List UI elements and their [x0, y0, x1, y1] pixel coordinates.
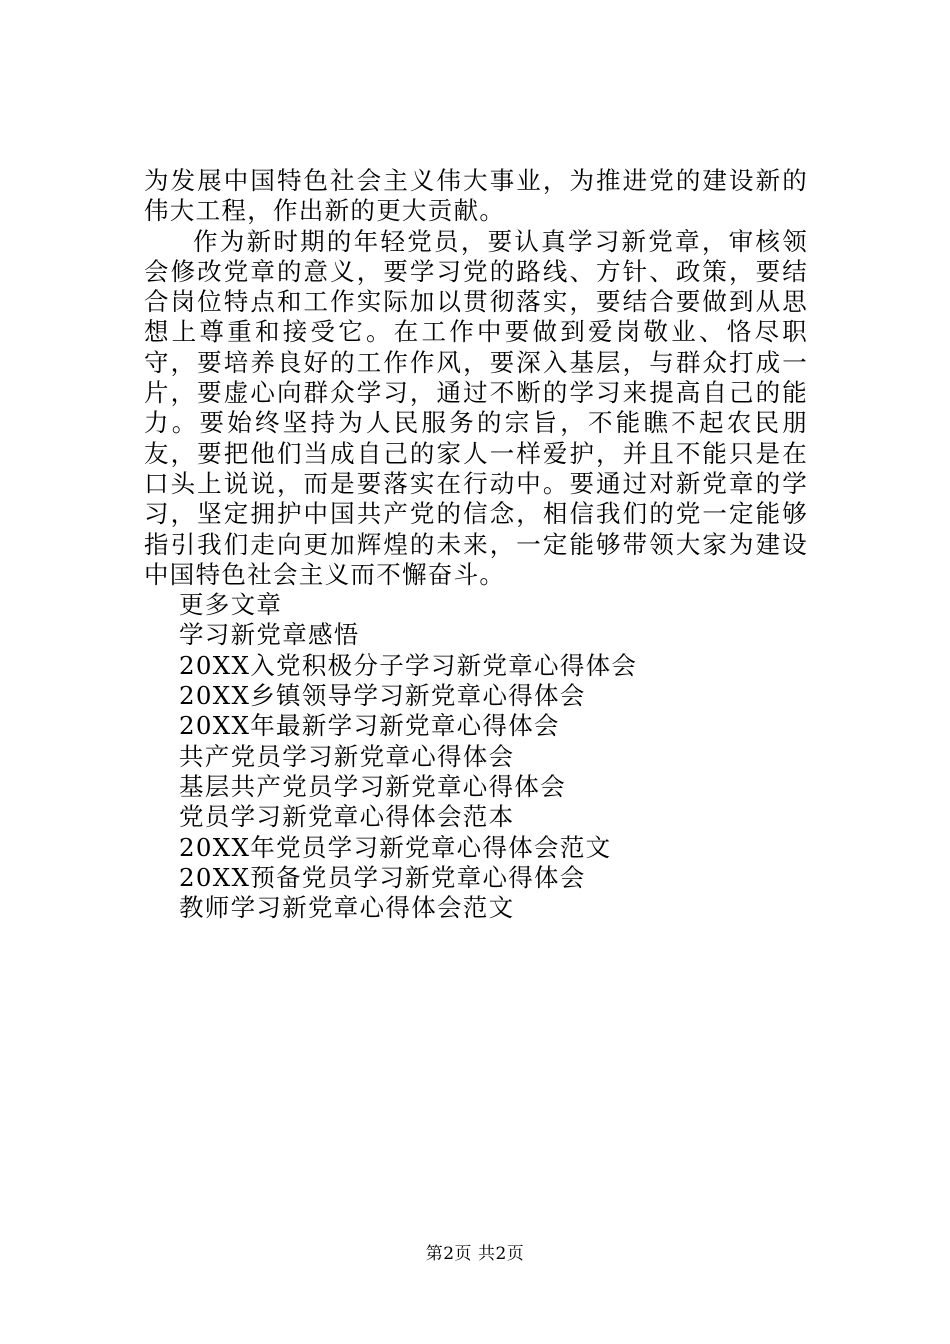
article-link[interactable]: 20XX乡镇领导学习新党章心得体会: [179, 681, 586, 711]
article-link[interactable]: 基层共产党员学习新党章心得体会: [179, 771, 566, 801]
article-link[interactable]: 共产党员学习新党章心得体会: [179, 741, 515, 771]
page-number-footer: 第2页 共2页: [425, 1244, 525, 1264]
more-articles-list: [144, 620, 808, 923]
paragraph-main: 作为新时期的年轻党员，要认真学习新党章，审核领会修改党章的意义，要学习党的路线、方针、政策，要结合岗位特点和工作实际加以贯彻落实，要结合要做到从思想上尊重和接受它。在工作中要做到爱岗敬业、恪尽职守，要培养良好的工作作风，要深入基层，与群众打成一片，要虚心向群众学习，通过不断的学习来提高自己的能力。要始终坚持为人民服务的宗旨，不能瞧不起农民朋友，要把他们当成自己的家人一样爱护，并且不能只是在口头上说说，而是要落实在行动中。要通过对新党章的学习，坚定拥护中国共产党的信念，相信我们的党一定能够指引我们走向更加辉煌的未来，一定能够带领大家为建设中国特色社会主义而不懈奋斗。: [144, 226, 808, 589]
article-link[interactable]: 20XX入党积极分子学习新党章心得体会: [179, 650, 638, 680]
paragraph-continuation: 为发展中国特色社会主义伟大事业，为推进党的建设新的伟大工程，作出新的更大贡献。: [144, 166, 808, 226]
article-link[interactable]: 党员学习新党章心得体会范本: [179, 802, 515, 832]
more-articles-heading: 更多文章: [179, 590, 283, 620]
article-link[interactable]: 教师学习新党章心得体会范文: [179, 893, 515, 923]
article-link[interactable]: 20XX年最新学习新党章心得体会: [179, 711, 560, 741]
article-link[interactable]: 20XX年党员学习新党章心得体会范文: [179, 832, 612, 862]
article-link[interactable]: 20XX预备党员学习新党章心得体会: [179, 862, 586, 892]
document-content: [144, 166, 808, 923]
article-link[interactable]: 学习新党章感悟: [179, 620, 360, 650]
